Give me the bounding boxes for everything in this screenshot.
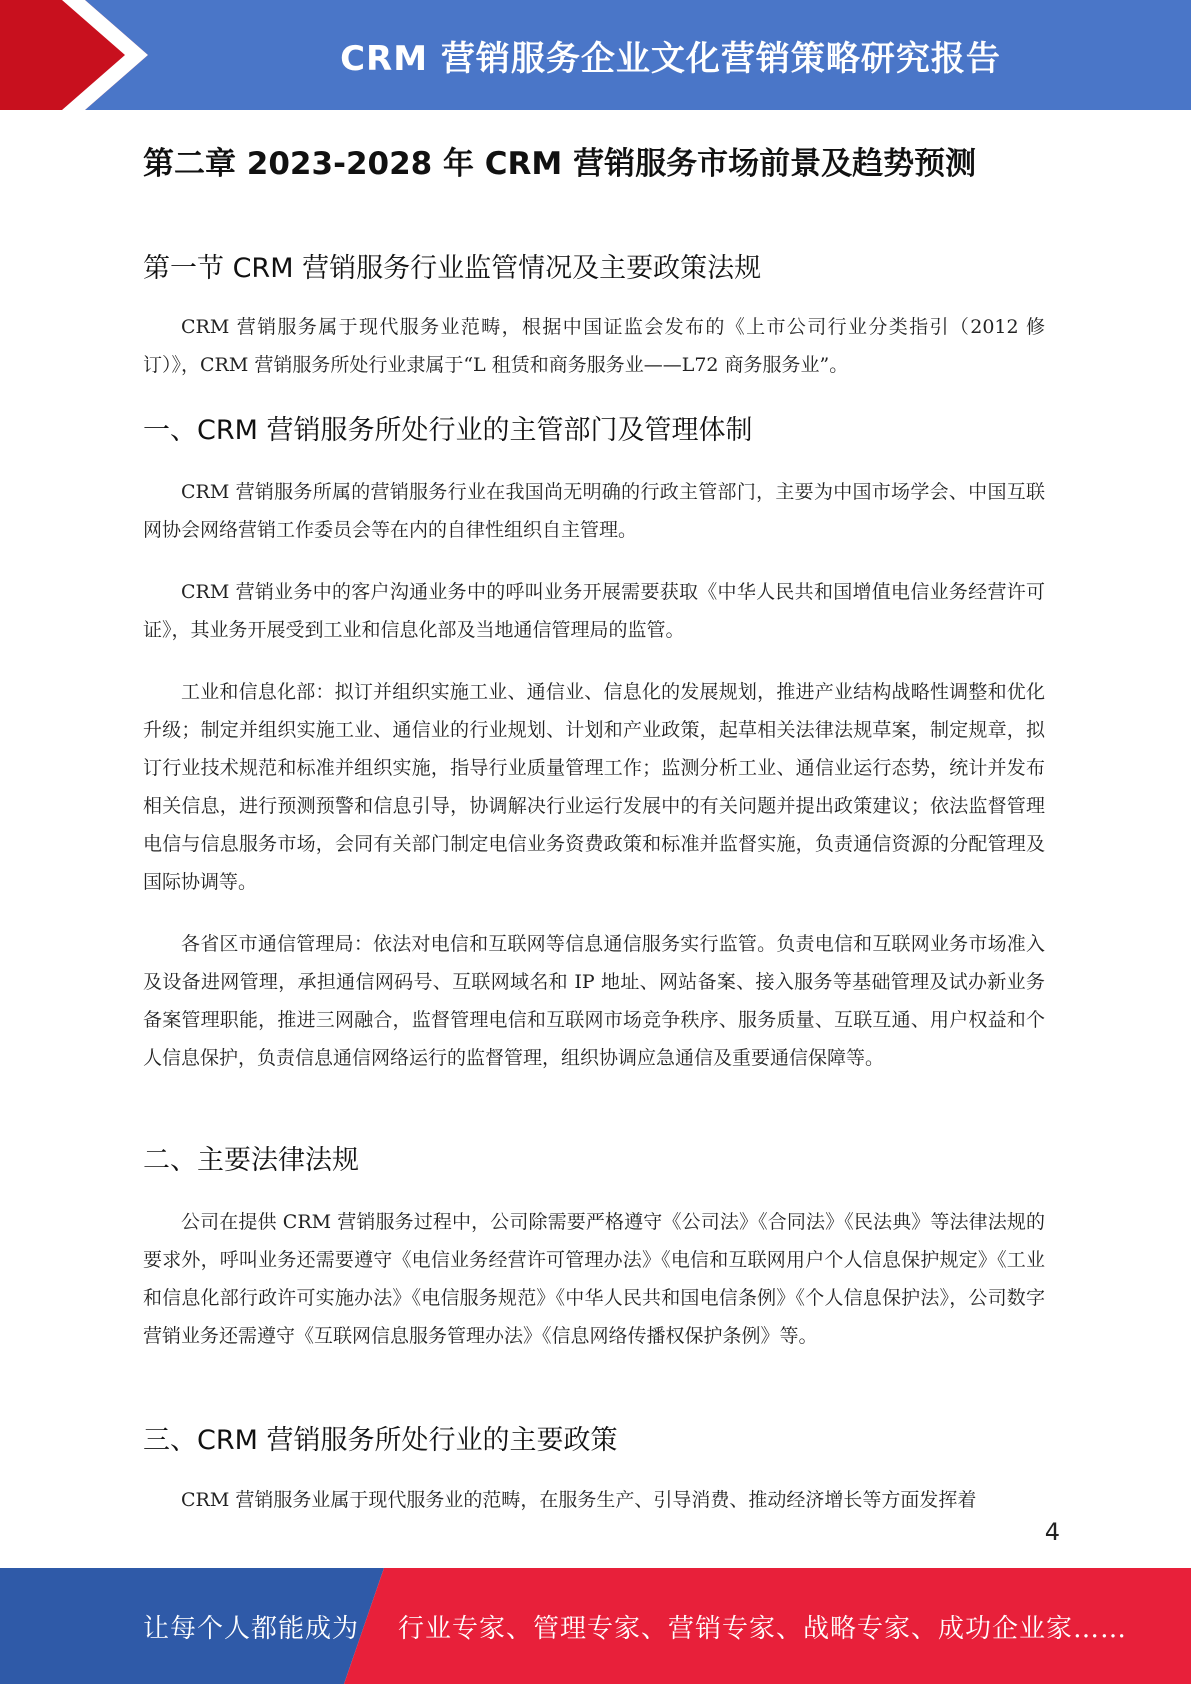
heading-regulatory-bodies: 一、CRM 营销服务所处行业的主管部门及管理体制 xyxy=(143,415,753,446)
footer-slogan-right: 行业专家、管理专家、营销专家、战略专家、成功企业家…… xyxy=(398,1613,1128,1644)
section-title: 第一节 CRM 营销服务行业监管情况及主要政策法规 xyxy=(143,253,762,284)
paragraph-policies: CRM 营销服务业属于现代服务业的范畴，在服务生产、引导消费、推动经济增长等方面发挥着 xyxy=(181,1489,977,1511)
paragraph-miit: 工业和信息化部：拟订并组织实施工业、通信业、信息化的发展规划，推进产业结构战略性调整和优化升级；制定并组织实施工业、通信业的行业规划、计划和产业政策，起草相关法律法规草案，制定规章，拟订行业技术规范和标准并组织实施，指导行业质量管理工作；监测分析工业、通信业运行态势，统计并发布相关信息，进行预测预警和信息引导，协调解决行业运行发展中的有关问题并提出政策建议；依法监督管理电信与信息服务市场，会同有关部门制定电信业务资费政策和标准并监督实施，负责通信资源的分配管理及国际协调等。 xyxy=(143,681,1045,893)
slogan-footer-band xyxy=(0,1568,1191,1684)
paragraph-provincial-admin: 各省区市通信管理局：依法对电信和互联网等信息通信服务实行监管。负责电信和互联网业务市场准入及设备进网管理，承担通信网码号、互联网域名和 IP 地址、网站备案、接入服务等基础管理及试办新业务备案管理职能，推进三网融合，监督管理电信和互联网市场竞争秩序、服务质量、互联互通、用户权益和个人信息保护，负责信息通信网络运行的监督管理，组织协调应急通信及重要通信保障等。 xyxy=(143,933,1045,1069)
report-title: CRM 营销服务企业文化营销策略研究报告 xyxy=(340,38,1001,79)
report-header-band xyxy=(0,0,1191,110)
heading-laws: 二、主要法律法规 xyxy=(143,1145,359,1176)
page-number: 4 xyxy=(1044,1518,1060,1546)
chevron-arrow-icon xyxy=(0,0,160,110)
footer-slogan-left: 让每个人都能成为 xyxy=(143,1613,360,1644)
intro-paragraph: CRM 营销服务属于现代服务业范畴，根据中国证监会发布的《上市公司行业分类指引（2012 修订）》，CRM 营销服务所处行业隶属于“L 租赁和商务服务业——L72 商务服务业”。 xyxy=(143,316,1045,376)
chapter-title: 第二章 2023-2028 年 CRM 营销服务市场前景及趋势预测 xyxy=(143,146,977,182)
paragraph-laws: 公司在提供 CRM 营销服务过程中，公司除需要严格遵守《公司法》《合同法》《民法典》等法律法规的要求外，呼叫业务还需要遵守《电信业务经营许可管理办法》《电信和互联网用户个人信息保护规定》《工业和信息化部行政许可实施办法》《电信服务规范》《中华人民共和国电信条例》《个人信息保护法》，公司数字营销业务还需遵守《互联网信息服务管理办法》《信息网络传播权保护条例》等。 xyxy=(143,1211,1045,1347)
paragraph-call-license: CRM 营销业务中的客户沟通业务中的呼叫业务开展需要获取《中华人民共和国增值电信业务经营许可证》，其业务开展受到工业和信息化部及当地通信管理局的监管。 xyxy=(143,581,1045,641)
heading-policies: 三、CRM 营销服务所处行业的主要政策 xyxy=(143,1425,618,1456)
paragraph-self-regulation: CRM 营销服务所属的营销服务行业在我国尚无明确的行政主管部门，主要为中国市场学会、中国互联网协会网络营销工作委员会等在内的自律性组织自主管理。 xyxy=(143,481,1045,541)
